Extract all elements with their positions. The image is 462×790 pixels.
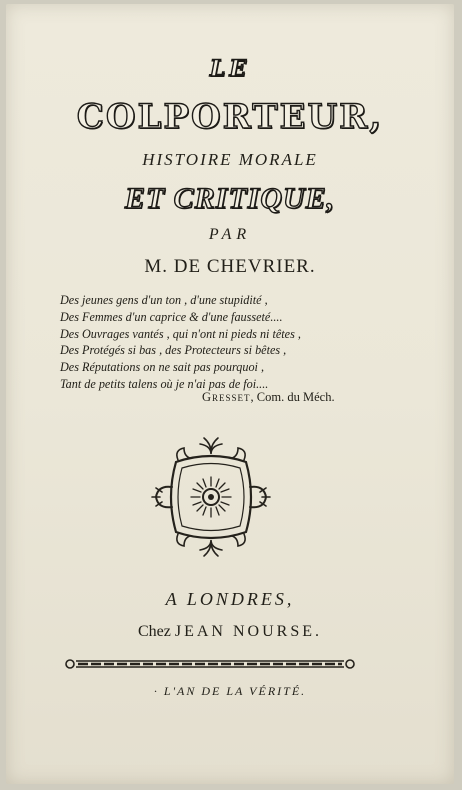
- epigraph-line: Des Femmes d'un caprice & d'une fausseté....: [60, 309, 283, 324]
- epigraph-line: Tant de petits talens où je n'ai pas de foi....: [60, 376, 269, 391]
- imprint-date: · L'AN DE LA VÉRITÉ.: [153, 684, 307, 698]
- attribution-author: Gresset: [202, 390, 251, 404]
- title-article: LE: [209, 56, 251, 82]
- book-title: COLPORTEUR,: [76, 97, 384, 137]
- publisher-prefix: Chez: [138, 623, 175, 640]
- publisher-name: JEAN NOURSE.: [174, 623, 322, 640]
- by-label: PAR: [208, 226, 252, 243]
- epigraph: [60, 292, 390, 393]
- attribution-source: , Com. du Méch.: [250, 390, 335, 404]
- imprint-publisher: [6, 623, 454, 641]
- subtitle-line-2: ET CRITIQUE,: [124, 182, 336, 215]
- fleuron-ornament-icon: [142, 432, 280, 566]
- author-name: M. DE CHEVRIER.: [144, 256, 316, 277]
- epigraph-line: Des Protégés si bas , des Protecteurs si bêtes ,: [60, 343, 287, 358]
- imprint-place: A LONDRES,: [165, 589, 295, 609]
- decorative-rule-icon: [64, 656, 356, 675]
- epigraph-attribution: [202, 390, 335, 405]
- epigraph-line: Des Ouvrages vantés , qui n'ont ni pieds ni têtes ,: [60, 326, 301, 341]
- epigraph-line: Des jeunes gens d'un ton , d'une stupidité ,: [60, 293, 268, 307]
- subtitle-line-1: HISTOIRE MORALE: [142, 150, 318, 169]
- title-page: [6, 4, 454, 784]
- epigraph-line: Des Réputations on ne sait pas pourquoi ,: [60, 360, 265, 375]
